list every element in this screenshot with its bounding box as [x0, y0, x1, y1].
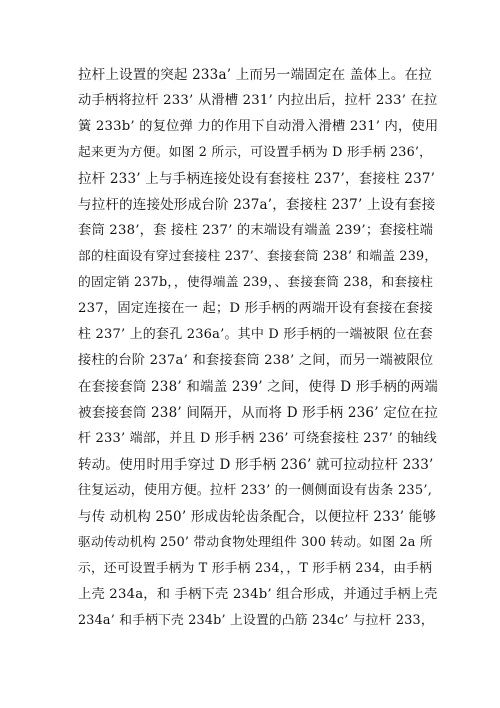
- text-line: 被套接套筒 238’ 间隔开，从而将 D 形手柄 236’ 定位在拉: [78, 405, 438, 421]
- text-line: 在套接套筒 238’ 和端盖 239’ 之间，使得 D 形手柄的两端: [78, 379, 438, 395]
- text-line: 237，固定连接在一 起；D 形手柄的两端开设有套接在套接: [78, 301, 433, 316]
- text-line: 示，还可设置手柄为 T 形手柄 234，，T 形手柄 234，由手柄: [78, 561, 433, 576]
- text-line: 起来更为方便。如图 2 所示，可设置手柄为 D 形手柄 236’，: [78, 145, 433, 160]
- text-line: 234a’ 和手柄下壳 234b’ 上设置的凸筋 234c’ 与拉杆 233，: [78, 613, 434, 628]
- text-line: 簧 233b’ 的复位弹 力的作用下自动滑入滑槽 231’ 内，使用: [78, 119, 439, 134]
- text-line: 上壳 234a，和 手柄下壳 234b’ 组合形成，并通过手柄上壳: [78, 587, 438, 602]
- text-line: 部的柱面设有穿过套接柱 237’、套接套筒 238’ 和端盖 239，: [78, 249, 438, 264]
- text-line: 转动。使用时用手穿过 D 形手柄 236’ 就可拉动拉杆 233’: [78, 457, 434, 473]
- text-line: 驱动传动机构 250’ 带动食物处理组件 300 转动。如图 2a 所: [78, 535, 433, 550]
- text-line: 的固定销 237b，，使得端盖 239，、套接套筒 238，和套接柱: [78, 275, 434, 290]
- text-line: 接柱的台阶 237a’ 和套接套筒 238’ 之间，而另一端被限位: [78, 353, 434, 368]
- text-line: 拉杆上设置的突起 233a’ 上而另一端固定在 盖体上。在拉: [78, 67, 432, 83]
- text-line: 往复运动，使用方便。拉杆 233’ 的一侧侧面设有齿条 235’,: [78, 483, 433, 498]
- text-line: 拉杆 233’ 上与手柄连接处设有套接柱 237’，套接柱 237’: [78, 171, 436, 187]
- text-line: 杆 233’ 端部，并且 D 形手柄 236’ 可绕套接柱 237’ 的轴线: [78, 431, 437, 446]
- body-text: [78, 62, 438, 634]
- text-line: 与传 动机构 250’ 形成齿轮齿条配合，以便拉杆 233’ 能够: [78, 509, 437, 525]
- text-line: 与拉杆的连接处形成台阶 237a’，套接柱 237’ 上设有套接: [78, 197, 436, 213]
- text-line: 柱 237’ 上的套孔 236a’。其中 D 形手柄的一端被限 位在套: [78, 327, 433, 342]
- text-line: 动手柄将拉杆 233’ 从滑槽 231’ 内拉出后，拉杆 233’ 在拉: [78, 93, 438, 108]
- text-line: 套筒 238’，套 接柱 237’ 的末端设有端盖 239’；套接柱端: [78, 223, 434, 238]
